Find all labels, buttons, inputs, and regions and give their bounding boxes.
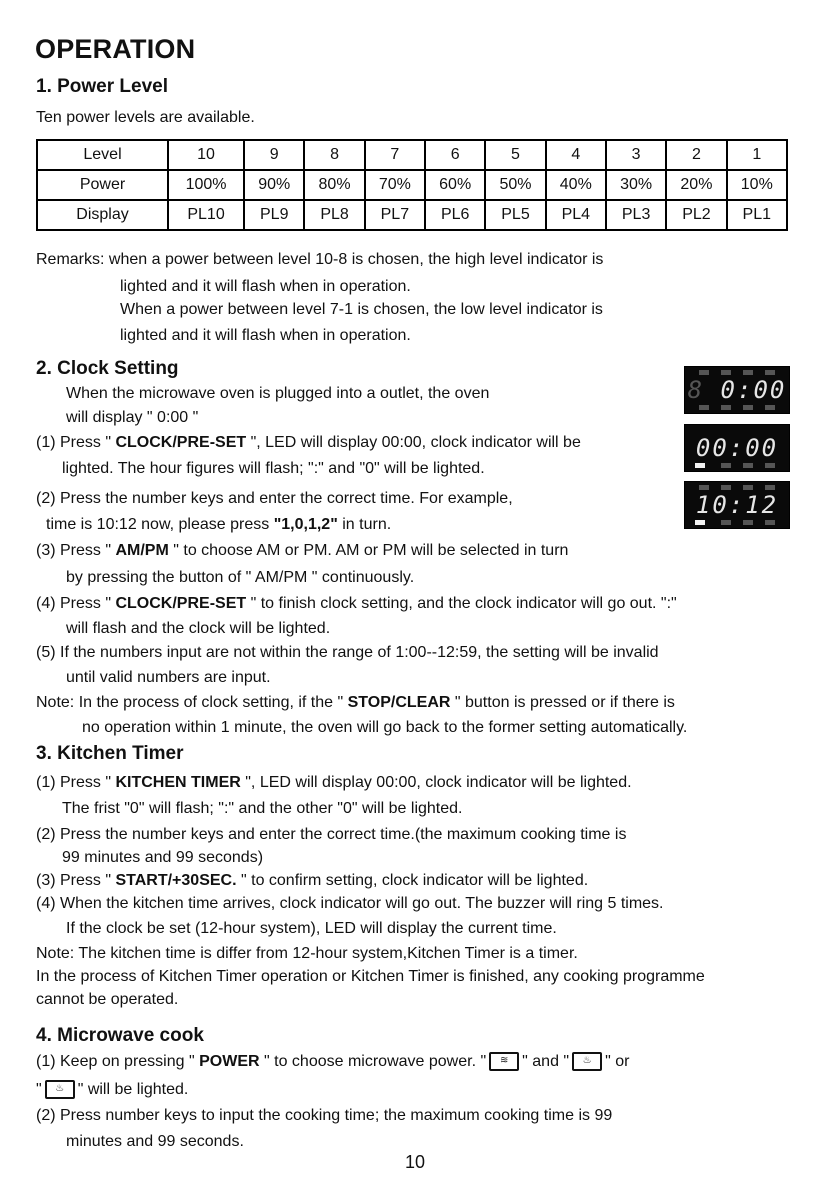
table-row-label: Level	[37, 140, 168, 170]
step-line: (4) When the kitchen time arrives, clock indicator will go out. The buzzer will ring 5 times.	[36, 895, 664, 912]
indicator-light	[721, 463, 731, 468]
table-cell: 10%	[727, 170, 787, 200]
table-cell: PL8	[304, 200, 364, 230]
indicator-light	[743, 520, 753, 525]
led-digits: 10:12	[695, 491, 779, 519]
step-line: (1) Keep on pressing " POWER " to choose microwave power. " ≋ " and " ♨ " or	[36, 1053, 630, 1070]
indicator-light	[765, 405, 775, 410]
indicator-light	[721, 520, 731, 525]
step-line: (2) Press the number keys and enter the correct time.(the maximum cooking time is	[36, 826, 627, 843]
step-line: If the clock be set (12-hour system), LED will display the current time.	[66, 920, 557, 937]
table-cell: PL7	[365, 200, 425, 230]
table-cell: PL2	[666, 200, 726, 230]
button-name: KITCHEN TIMER	[115, 774, 241, 791]
remarks-line: When a power between level 7-1 is chosen, the low level indicator is	[120, 301, 603, 318]
step-line: 99 minutes and 99 seconds)	[62, 849, 264, 866]
table-cell: 40%	[546, 170, 606, 200]
step-line: " ♨ " will be lighted.	[36, 1081, 189, 1098]
step-line: minutes and 99 seconds.	[66, 1133, 244, 1150]
remarks-line: Remarks: when a power between level 10-8 is chosen, the high level indicator is	[36, 251, 604, 268]
table-cell: 70%	[365, 170, 425, 200]
clock-indicator-light	[695, 520, 705, 525]
button-name: CLOCK/PRE-SET	[115, 434, 247, 451]
step-line: by pressing the button of " AM/PM " continuously.	[66, 569, 415, 586]
table-cell: 6	[425, 140, 485, 170]
medium-power-icon: ♨	[572, 1052, 602, 1071]
step-line: lighted. The hour figures will flash; ":" and "0" will be lighted.	[62, 460, 485, 477]
indicator-light	[765, 463, 775, 468]
power-level-table	[36, 139, 788, 231]
table-cell: PL4	[546, 200, 606, 230]
note-line: In the process of Kitchen Timer operation or Kitchen Timer is finished, any cooking programme	[36, 968, 705, 985]
indicator-light	[743, 485, 753, 490]
table-cell: 9	[244, 140, 304, 170]
paragraph-line: When the microwave oven is plugged into a outlet, the oven	[66, 385, 490, 402]
low-power-icon: ♨	[45, 1080, 75, 1099]
table-row-label: Power	[37, 170, 168, 200]
step-line: (3) Press " START/+30SEC. " to confirm setting, clock indicator will be lighted.	[36, 872, 589, 889]
table-cell: 60%	[425, 170, 485, 200]
table-cell: 10	[168, 140, 244, 170]
indicator-light	[721, 485, 731, 490]
step-line: (4) Press " CLOCK/PRE-SET " to finish clock setting, and the clock indicator will go out. ":"	[36, 595, 677, 612]
led-display	[684, 481, 790, 529]
table-cell: 50%	[485, 170, 545, 200]
step-line: (1) Press " KITCHEN TIMER ", LED will display 00:00, clock indicator will be lighted.	[36, 774, 632, 791]
power-level-intro: Ten power levels are available.	[36, 109, 255, 126]
indicator-light	[743, 370, 753, 375]
table-row-power	[37, 170, 787, 200]
section-heading-clock-setting: 2. Clock Setting	[36, 358, 179, 379]
table-row-label: Display	[37, 200, 168, 230]
note-line: Note: In the process of clock setting, if the " STOP/CLEAR " button is pressed or if there is	[36, 694, 675, 711]
table-cell: PL10	[168, 200, 244, 230]
table-cell: 8	[304, 140, 364, 170]
clock-indicator-light	[695, 463, 705, 468]
table-cell: 4	[546, 140, 606, 170]
remarks-line: lighted and it will flash when in operation.	[120, 278, 411, 295]
high-power-icon: ≋	[489, 1052, 519, 1071]
remarks-line: lighted and it will flash when in operation.	[120, 327, 411, 344]
paragraph-line: will display " 0:00 "	[66, 409, 199, 426]
table-cell: 1	[727, 140, 787, 170]
step-line: (3) Press " AM/PM " to choose AM or PM. AM or PM will be selected in turn	[36, 542, 569, 559]
indicator-light	[743, 405, 753, 410]
note-line: no operation within 1 minute, the oven will go back to the former setting automatically.	[82, 719, 688, 736]
table-cell: PL5	[485, 200, 545, 230]
led-display	[684, 424, 790, 472]
table-cell: 20%	[666, 170, 726, 200]
button-name: START/+30SEC.	[115, 872, 237, 889]
step-line: (5) If the numbers input are not within the range of 1:00--12:59, the setting will be invalid	[36, 644, 659, 661]
table-cell: 90%	[244, 170, 304, 200]
indicator-light	[721, 370, 731, 375]
indicator-light	[743, 463, 753, 468]
table-cell: 7	[365, 140, 425, 170]
section-heading-power-level: 1. Power Level	[36, 76, 169, 97]
indicator-light	[765, 485, 775, 490]
led-digits: 8 0:00	[687, 376, 787, 404]
section-heading-microwave-cook: 4. Microwave cook	[36, 1025, 204, 1046]
step-line: (1) Press " CLOCK/PRE-SET ", LED will display 00:00, clock indicator will be	[36, 434, 581, 451]
indicator-light	[721, 405, 731, 410]
table-cell: 5	[485, 140, 545, 170]
button-name: AM/PM	[115, 542, 169, 559]
table-cell: PL9	[244, 200, 304, 230]
indicator-light	[699, 485, 709, 490]
indicator-light	[699, 370, 709, 375]
table-cell: 2	[666, 140, 726, 170]
step-line: time is 10:12 now, please press "1,0,1,2" in turn.	[46, 516, 392, 533]
table-cell: PL6	[425, 200, 485, 230]
step-line: will flash and the clock will be lighted.	[66, 620, 331, 637]
step-line: until valid numbers are input.	[66, 669, 271, 686]
page-title: OPERATION	[35, 34, 196, 64]
button-name: STOP/CLEAR	[347, 694, 451, 711]
table-cell: 100%	[168, 170, 244, 200]
step-line: The frist "0" will flash; ":" and the other "0" will be lighted.	[62, 800, 463, 817]
table-cell: 80%	[304, 170, 364, 200]
indicator-light	[765, 520, 775, 525]
indicator-light	[699, 405, 709, 410]
led-display	[684, 366, 790, 414]
table-cell: 30%	[606, 170, 666, 200]
note-line: Note: The kitchen time is differ from 12-hour system,Kitchen Timer is a timer.	[36, 945, 578, 962]
table-cell: PL1	[727, 200, 787, 230]
note-line: cannot be operated.	[36, 991, 179, 1008]
step-line: (2) Press the number keys and enter the correct time. For example,	[36, 490, 513, 507]
page-number: 10	[405, 1152, 426, 1172]
led-digits: 00:00	[695, 434, 779, 462]
table-row-level	[37, 140, 787, 170]
button-name: POWER	[199, 1053, 260, 1070]
table-cell: 3	[606, 140, 666, 170]
table-row-display	[37, 200, 787, 230]
section-heading-kitchen-timer: 3. Kitchen Timer	[36, 743, 184, 764]
indicator-light	[765, 370, 775, 375]
button-name: CLOCK/PRE-SET	[115, 595, 247, 612]
table-cell: PL3	[606, 200, 666, 230]
step-line: (2) Press number keys to input the cooking time; the maximum cooking time is 99	[36, 1107, 613, 1124]
